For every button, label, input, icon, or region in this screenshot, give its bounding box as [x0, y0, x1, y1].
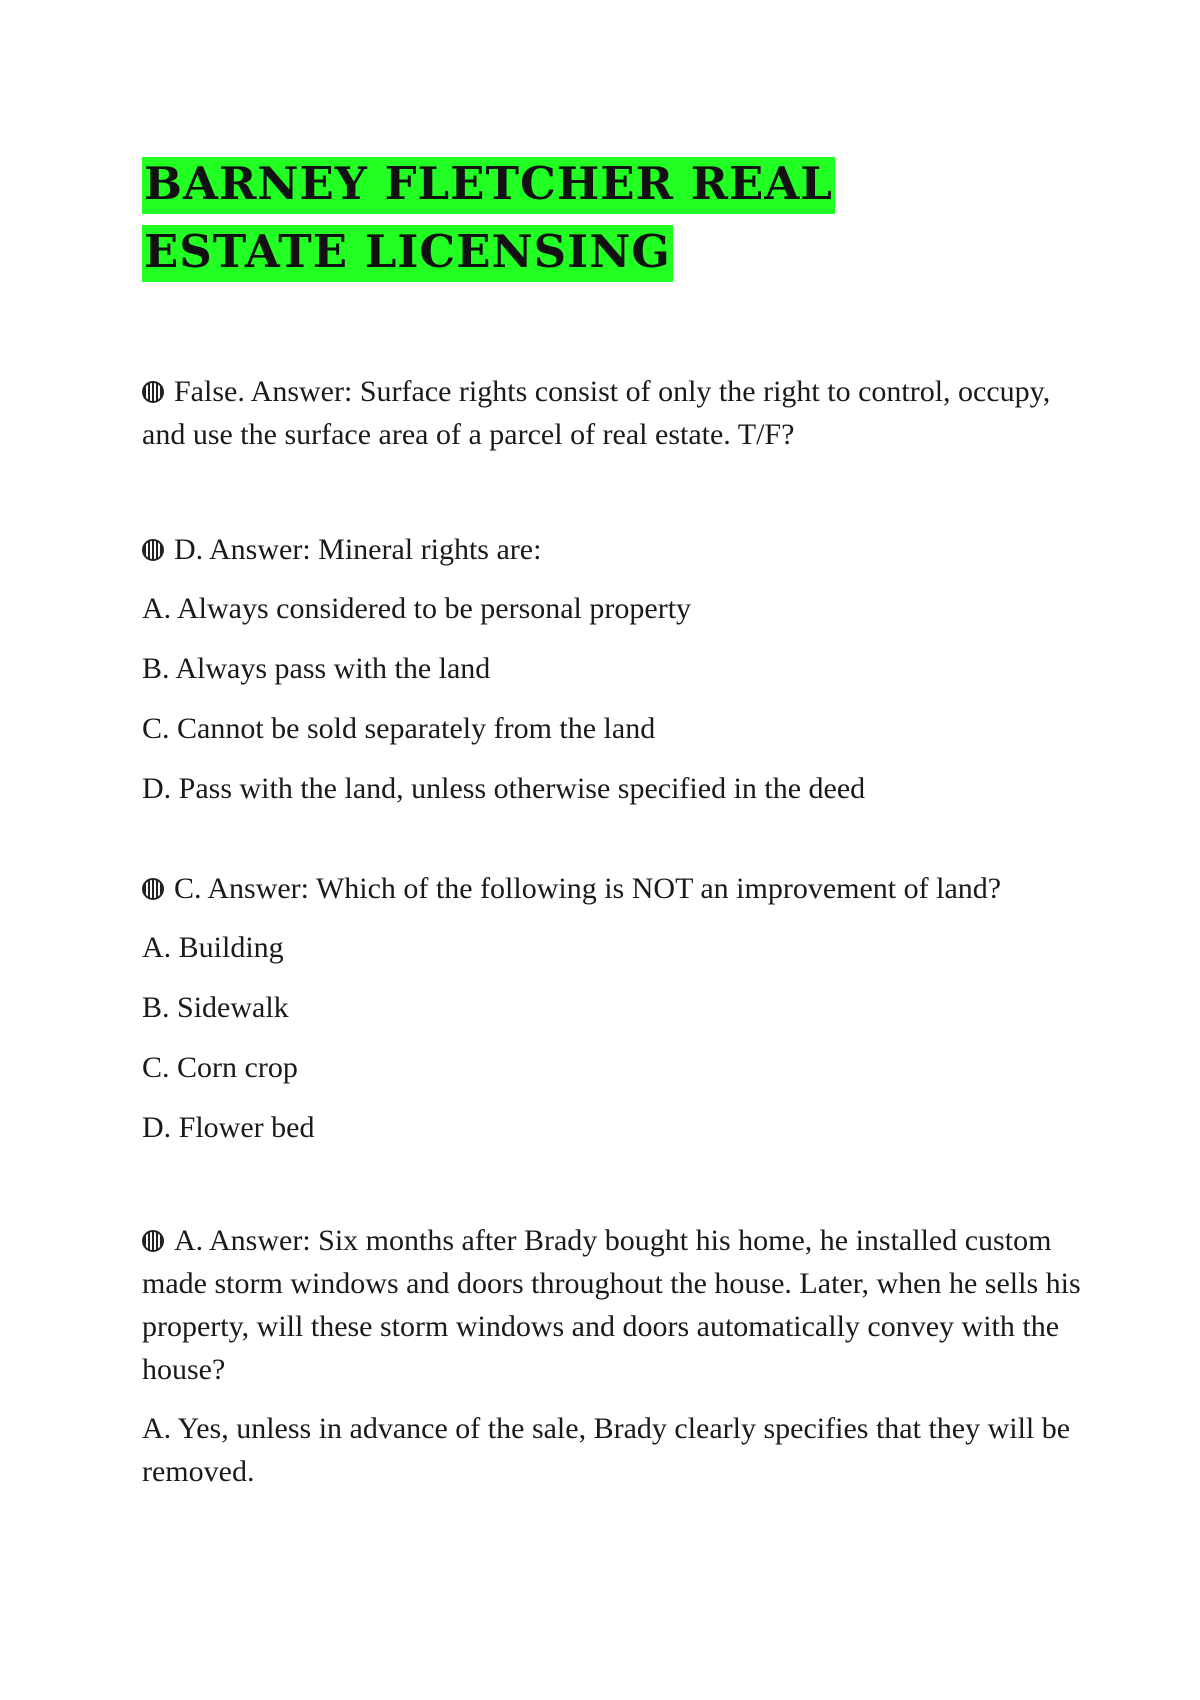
option-d: D. Flower bed: [142, 1111, 315, 1144]
document-title: [142, 150, 922, 286]
question-3-text: C. Answer: Which of the following is NOT an improvement of land?: [174, 872, 1002, 905]
option-b: B. Always pass with the land: [142, 652, 491, 685]
option-a: A. Building: [142, 931, 284, 964]
striped-circle-icon: [142, 539, 164, 561]
striped-circle-icon: [142, 1230, 164, 1252]
question-1-text: False. Answer: Surface rights consist of only the right to control, occupy, and use the surface area of a parcel of real estate. T/F?: [142, 375, 1051, 451]
question-1: [142, 370, 1082, 456]
question-2: [142, 528, 1082, 810]
question-4: [142, 1219, 1082, 1493]
title-highlight: BARNEY FLETCHER REAL ESTATE LICENSING: [142, 157, 835, 282]
document-page: [142, 150, 1082, 1510]
question-3: [142, 867, 1082, 1149]
question-text: [142, 528, 1082, 571]
answer-options: [142, 587, 1082, 810]
answer-options: [142, 926, 1082, 1149]
question-text: [142, 867, 1082, 910]
question-2-text: D. Answer: Mineral rights are:: [174, 533, 542, 566]
option-a: A. Always considered to be personal property: [142, 592, 692, 625]
question-text: [142, 370, 1082, 456]
option-c: C. Corn crop: [142, 1051, 298, 1084]
option-d: D. Pass with the land, unless otherwise specified in the deed: [142, 772, 866, 805]
option-b: B. Sidewalk: [142, 991, 289, 1024]
answer-options: [142, 1407, 1082, 1493]
option-c: C. Cannot be sold separately from the land: [142, 712, 656, 745]
striped-circle-icon: [142, 878, 164, 900]
option-a: A. Yes, unless in advance of the sale, Brady clearly specifies that they will be removed.: [142, 1412, 1071, 1488]
question-4-text: A. Answer: Six months after Brady bought his home, he installed custom made storm windows and doors throughout the house. Later, when he sells his property, will these storm windows and doors automatically convey with the house?: [142, 1224, 1081, 1386]
question-text: [142, 1219, 1082, 1391]
striped-circle-icon: [142, 381, 164, 403]
